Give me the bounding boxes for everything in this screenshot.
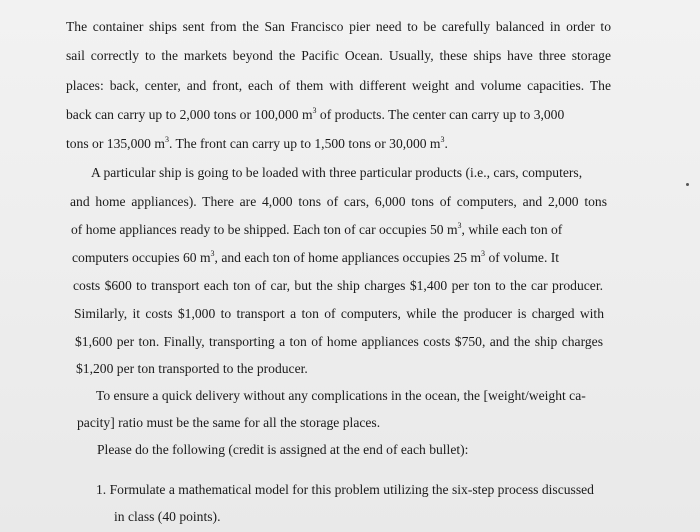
superscript: 3 [312, 106, 317, 115]
text-span: costs $600 to transport each ton of car, but the ship charges $1,400 per ton to the car producer. [73, 278, 603, 293]
superscript: 3 [210, 249, 215, 258]
paragraph-1-line-2 [66, 49, 611, 63]
paragraph-4-line-1 [97, 443, 468, 457]
list-item-1-line-1 [96, 483, 594, 497]
paragraph-2-line-7 [75, 335, 603, 349]
paragraph-2-line-6 [74, 307, 604, 321]
paragraph-2-line-1 [91, 166, 582, 180]
paragraph-1-line-3 [66, 79, 611, 93]
superscript: 3 [440, 135, 445, 144]
text-span: . The front can carry up to 1,500 tons or 30,000 m [168, 136, 441, 151]
text-span: , while each ton of [461, 222, 563, 237]
text-span: Please do the following (credit is assigned at the end of each bullet): [97, 442, 469, 457]
superscript: 3 [481, 249, 486, 258]
paragraph-2-line-4 [72, 251, 559, 265]
text-span: , and each ton of home appliances occupies 25 m [214, 250, 482, 265]
list-item-1-line-2 [114, 510, 220, 524]
text-span: tons or 135,000 m [66, 136, 165, 151]
text-span: computers occupies 60 m [72, 250, 211, 265]
paragraph-2-line-3 [71, 223, 562, 237]
text-span: The container ships sent from the San Francisco pier need to be carefully balanced in order to [66, 19, 611, 34]
paragraph-1-line-4 [66, 108, 564, 122]
ink-mark [686, 183, 689, 186]
text-span: Similarly, it costs $1,000 to transport a ton of computers, while the producer is charged with [74, 306, 604, 321]
text-span: . [444, 136, 448, 151]
paragraph-2-line-5 [73, 279, 603, 293]
text-span: in class (40 points). [114, 509, 221, 524]
text-span: pacity] ratio must be the same for all the storage places. [77, 415, 381, 430]
text-span: To ensure a quick delivery without any complications in the ocean, the [weight/weight ca- [96, 388, 586, 403]
text-span: places: back, center, and front, each of them with different weight and volume capacities. The [66, 78, 611, 93]
text-span: of volume. It [485, 250, 560, 265]
text-span: and home appliances). There are 4,000 tons of cars, 6,000 tons of computers, and 2,000 tons [70, 194, 607, 209]
superscript: 3 [164, 135, 169, 144]
text-span: $1,200 per ton transported to the producer. [76, 361, 308, 376]
paragraph-2-line-2 [70, 195, 607, 209]
superscript: 3 [457, 221, 462, 230]
paragraph-2-line-8 [76, 362, 308, 376]
text-span: back can carry up to 2,000 tons or 100,000 m [66, 107, 313, 122]
text-span: 1. Formulate a mathematical model for this problem utilizing the six-step process discussed [96, 482, 594, 497]
paragraph-1-line-1 [66, 20, 611, 34]
paragraph-1-line-5 [66, 137, 448, 151]
text-span: of home appliances ready to be shipped. Each ton of car occupies 50 m [71, 222, 458, 237]
text-span: $1,600 per ton. Finally, transporting a ton of home appliances costs $750, and the ship charges [75, 334, 603, 349]
paragraph-3-line-2 [77, 416, 380, 430]
text-span: of products. The center can carry up to 3,000 [316, 107, 565, 122]
text-span: sail correctly to the markets beyond the Pacific Ocean. Usually, these ships have three storage [66, 48, 611, 63]
paragraph-3-line-1 [96, 389, 586, 403]
text-span: A particular ship is going to be loaded with three particular products (i.e., cars, computers, [91, 165, 583, 180]
